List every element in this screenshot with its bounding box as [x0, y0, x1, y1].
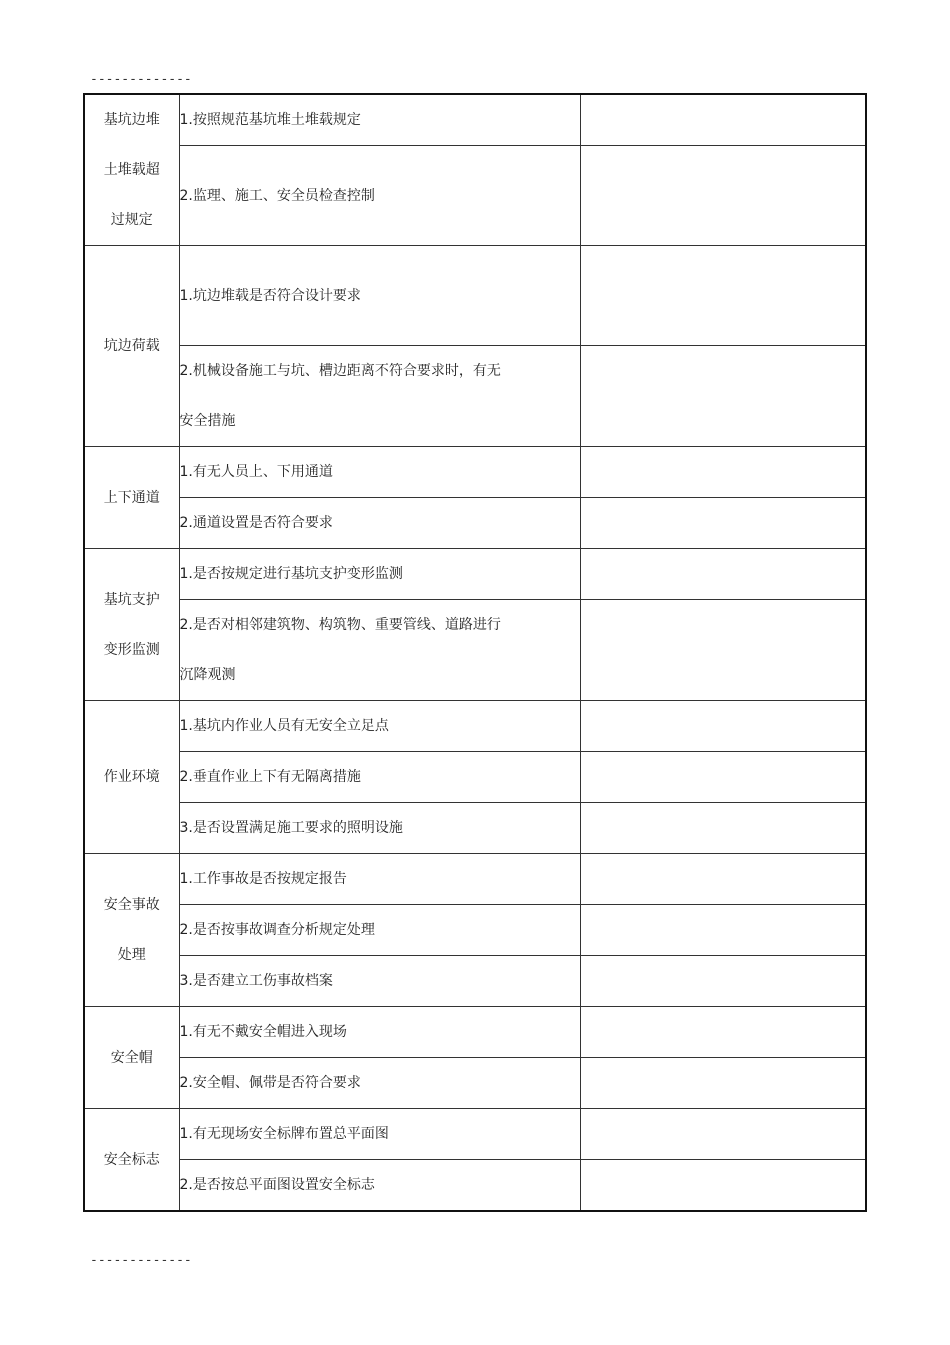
- result-cell[interactable]: [580, 246, 866, 346]
- category-label-line: 土堆载超: [103, 162, 160, 178]
- category-label-line: 基坑边堆: [103, 112, 160, 128]
- result-cell[interactable]: [580, 956, 866, 1007]
- check-item-cell: [179, 1160, 580, 1212]
- check-item-text: 1.是否按规定进行基坑支护变形监测: [179, 566, 403, 582]
- table-row: [84, 94, 866, 146]
- check-item-cell: [179, 549, 580, 600]
- check-item-text: 2.监理、施工、安全员检查控制: [179, 187, 375, 204]
- check-item-cell: [179, 246, 580, 346]
- check-item-cell: [179, 600, 580, 701]
- category-cell: [84, 1007, 179, 1109]
- check-item-text: 2.安全帽、佩带是否符合要求: [179, 1075, 361, 1091]
- check-item-cell: [179, 752, 580, 803]
- table-row: [84, 701, 866, 752]
- check-item-text: 2.通道设置是否符合要求: [179, 515, 333, 531]
- category-cell: [84, 1109, 179, 1212]
- table-row: [84, 1160, 866, 1212]
- check-item-cell: [179, 956, 580, 1007]
- table-row: [84, 146, 866, 246]
- result-cell[interactable]: [580, 752, 866, 803]
- check-item-cell: [179, 701, 580, 752]
- result-cell[interactable]: [580, 1109, 866, 1160]
- table-row: [84, 956, 866, 1007]
- category-cell: [84, 447, 179, 549]
- category-label-line: 安全标志: [103, 1151, 160, 1168]
- check-item-text: 1.坑边堆载是否符合设计要求: [179, 287, 361, 304]
- category-label-line: 坑边荷载: [103, 338, 160, 354]
- header-dash-line: -------------: [90, 72, 192, 87]
- check-item-text: 1.按照规范基坑堆土堆载规定: [179, 112, 361, 128]
- check-item-text: 3.是否建立工伤事故档案: [179, 973, 333, 989]
- table-row: [84, 346, 866, 447]
- check-item-cell: [179, 905, 580, 956]
- check-item-text: 1.有无人员上、下用通道: [179, 464, 333, 480]
- result-cell[interactable]: [580, 1007, 866, 1058]
- category-label-line: 变形监测: [103, 641, 160, 658]
- category-label-line: 处理: [117, 947, 146, 963]
- result-cell[interactable]: [580, 905, 866, 956]
- check-item-text: 2.是否按事故调查分析规定处理: [179, 922, 375, 938]
- check-item-text: 1.有无现场安全标牌布置总平面图: [179, 1126, 389, 1142]
- check-item-cell: [179, 346, 580, 447]
- result-cell[interactable]: [580, 854, 866, 905]
- footer-dash-line: -------------: [90, 1253, 192, 1268]
- check-item-cell: [179, 1058, 580, 1109]
- result-cell[interactable]: [580, 146, 866, 246]
- result-cell[interactable]: [580, 94, 866, 146]
- check-item-text: 1.基坑内作业人员有无安全立足点: [179, 718, 389, 734]
- check-item-cell: [179, 1109, 580, 1160]
- check-item-text: 1.工作事故是否按规定报告: [179, 871, 347, 887]
- table-row: [84, 803, 866, 854]
- category-cell: [84, 854, 179, 1007]
- check-item-text: 1.有无不戴安全帽进入现场: [179, 1024, 347, 1040]
- category-label-line: 基坑支护: [103, 591, 160, 608]
- check-item-cell: [179, 94, 580, 146]
- table-row: [84, 600, 866, 701]
- table-row: [84, 1109, 866, 1160]
- check-item-cell: [179, 803, 580, 854]
- check-item-cell: [179, 447, 580, 498]
- category-cell: [84, 246, 179, 447]
- category-label-line: 安全事故: [103, 897, 160, 913]
- check-item-cell: [179, 498, 580, 549]
- table-row: [84, 854, 866, 905]
- table-row: [84, 1007, 866, 1058]
- category-label-line: 过规定: [110, 212, 153, 228]
- table-row: [84, 246, 866, 346]
- category-cell: [84, 701, 179, 854]
- result-cell[interactable]: [580, 498, 866, 549]
- result-cell[interactable]: [580, 701, 866, 752]
- category-label-line: 安全帽: [110, 1049, 153, 1066]
- check-item-cell: [179, 1007, 580, 1058]
- check-item-text: 沉降观测: [179, 667, 236, 683]
- result-cell[interactable]: [580, 1058, 866, 1109]
- table-row: [84, 549, 866, 600]
- table-row: [84, 498, 866, 549]
- table-row: [84, 905, 866, 956]
- table-row: [84, 1058, 866, 1109]
- check-item-text: 安全措施: [179, 413, 236, 429]
- category-cell: [84, 549, 179, 701]
- result-cell[interactable]: [580, 600, 866, 701]
- result-cell[interactable]: [580, 447, 866, 498]
- category-label-line: 上下通道: [103, 489, 160, 506]
- result-cell[interactable]: [580, 346, 866, 447]
- check-item-text: 2.垂直作业上下有无隔离措施: [179, 769, 361, 785]
- result-cell[interactable]: [580, 803, 866, 854]
- check-item-text: 3.是否设置满足施工要求的照明设施: [179, 820, 403, 836]
- check-item-cell: [179, 146, 580, 246]
- check-item-cell: [179, 854, 580, 905]
- category-label-line: 作业环境: [103, 769, 160, 785]
- result-cell[interactable]: [580, 549, 866, 600]
- check-item-text: 2.是否按总平面图设置安全标志: [179, 1177, 375, 1193]
- table-row: [84, 447, 866, 498]
- check-item-text: 2.是否对相邻建筑物、构筑物、重要管线、道路进行: [179, 617, 501, 633]
- inspection-table: [83, 93, 867, 1212]
- check-item-text: 2.机械设备施工与坑、槽边距离不符合要求时，有无: [179, 363, 501, 379]
- category-cell: [84, 94, 179, 246]
- result-cell[interactable]: [580, 1160, 866, 1212]
- table-row: [84, 752, 866, 803]
